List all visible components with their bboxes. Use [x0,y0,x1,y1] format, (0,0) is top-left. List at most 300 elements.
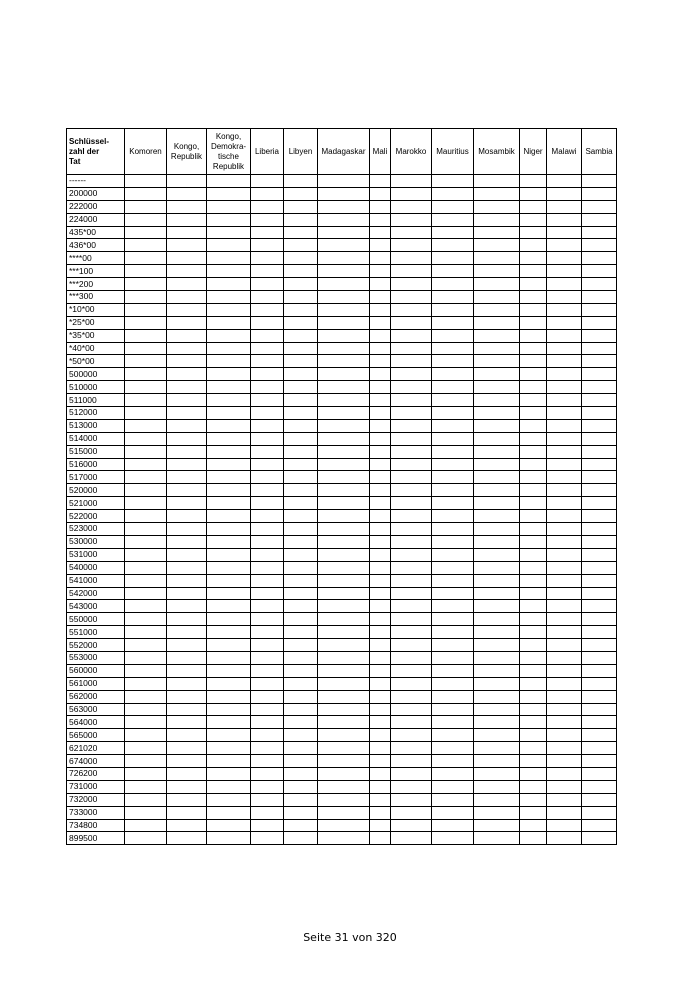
table-cell [251,561,284,574]
table-row [67,832,617,845]
table-cell [125,432,167,445]
table-cell [125,445,167,458]
column-header: Mosambik [474,129,520,175]
table-cell [474,703,520,716]
table-cell [370,355,391,368]
table-cell [251,767,284,780]
table-cell [284,394,318,407]
table-cell [370,368,391,381]
table-cell [284,484,318,497]
table-cell [547,664,582,677]
column-header: Libyen [284,129,318,175]
table-cell [284,445,318,458]
table-cell [391,587,432,600]
table-cell [520,535,547,548]
key-cell: 899500 [67,832,125,845]
table-cell [284,213,318,226]
key-cell: 436*00 [67,239,125,252]
table-cell [520,587,547,600]
table-row [67,561,617,574]
table-row [67,419,617,432]
table-cell [370,175,391,188]
table-cell [284,651,318,664]
table-cell [391,651,432,664]
table-cell [284,278,318,291]
table-cell [474,548,520,561]
table-cell [547,587,582,600]
table-cell [318,175,370,188]
table-cell [520,613,547,626]
table-cell [125,677,167,690]
table-cell [167,806,207,819]
table-cell [391,755,432,768]
key-cell: 565000 [67,729,125,742]
table-cell [474,664,520,677]
table-cell [370,187,391,200]
table-cell [125,316,167,329]
table-row [67,651,617,664]
table-cell [207,574,251,587]
table-cell [520,806,547,819]
key-cell: 561000 [67,677,125,690]
table-cell [547,703,582,716]
table-cell [125,200,167,213]
table-cell [251,355,284,368]
table-cell [520,677,547,690]
table-cell [432,613,474,626]
table-cell [284,316,318,329]
table-cell [474,832,520,845]
table-cell [167,716,207,729]
table-cell [167,187,207,200]
table-cell [207,587,251,600]
table-cell [582,664,617,677]
table-row [67,484,617,497]
table-cell [318,394,370,407]
table-cell [520,729,547,742]
table-cell [284,626,318,639]
table-cell [474,755,520,768]
table-cell [207,819,251,832]
table-cell [370,213,391,226]
table-cell [432,252,474,265]
table-row [67,458,617,471]
table-cell [318,329,370,342]
table-cell [547,626,582,639]
table-cell [474,729,520,742]
table-cell [284,832,318,845]
table-cell [125,690,167,703]
table-cell [318,626,370,639]
table-cell [474,574,520,587]
table-cell [207,187,251,200]
table-cell [474,651,520,664]
table-cell [474,587,520,600]
table-cell [582,278,617,291]
table-cell [582,471,617,484]
table-cell [284,664,318,677]
table-cell [582,342,617,355]
table-cell [125,793,167,806]
table-cell [370,252,391,265]
table-cell [391,239,432,252]
table-cell [432,291,474,304]
table-cell [125,716,167,729]
table-cell [251,213,284,226]
table-cell [207,381,251,394]
table-row [67,716,617,729]
table-cell [318,407,370,420]
table-cell [547,690,582,703]
table-row [67,793,617,806]
table-cell [207,742,251,755]
table-cell [318,548,370,561]
table-cell [370,510,391,523]
table-cell [582,458,617,471]
table-cell [582,651,617,664]
table-cell [207,510,251,523]
table-cell [582,381,617,394]
table-cell [207,445,251,458]
table-cell [251,729,284,742]
table-cell [318,213,370,226]
table-cell [391,291,432,304]
table-cell [207,523,251,536]
table-cell [251,303,284,316]
table-cell [284,523,318,536]
table-cell [125,175,167,188]
table-cell [520,278,547,291]
table-cell [547,419,582,432]
table-cell [125,819,167,832]
table-cell [582,561,617,574]
table-cell [432,806,474,819]
table-cell [432,265,474,278]
table-cell [125,548,167,561]
table-cell [432,587,474,600]
key-cell: 523000 [67,523,125,536]
key-cell: 540000 [67,561,125,574]
table-cell [125,458,167,471]
table-cell [474,639,520,652]
table-row [67,226,617,239]
table-cell [284,716,318,729]
key-cell: 733000 [67,806,125,819]
table-cell [547,767,582,780]
table-cell [125,780,167,793]
table-cell [207,664,251,677]
table-cell [547,677,582,690]
table-cell [582,432,617,445]
table-cell [520,497,547,510]
table-cell [432,419,474,432]
table-cell [547,484,582,497]
table-cell [370,239,391,252]
table-cell [125,626,167,639]
table-cell [251,742,284,755]
table-cell [125,368,167,381]
table-row [67,703,617,716]
table-cell [520,252,547,265]
table-cell [432,832,474,845]
table-cell [432,329,474,342]
table-cell [318,819,370,832]
column-header: Mauritius [432,129,474,175]
table-cell [284,819,318,832]
table-row [67,252,617,265]
table-cell [370,742,391,755]
table-cell [167,548,207,561]
table-cell [474,432,520,445]
table-cell [520,432,547,445]
table-cell [432,368,474,381]
table-cell [582,819,617,832]
table-cell [207,729,251,742]
table-cell [582,729,617,742]
table-cell [370,407,391,420]
table-cell [520,600,547,613]
table-cell [284,574,318,587]
table-cell [432,445,474,458]
table-cell [125,639,167,652]
table-cell [520,767,547,780]
table-cell [125,381,167,394]
table-cell [207,767,251,780]
column-header: Komoren [125,129,167,175]
table-row [67,742,617,755]
table-cell [125,394,167,407]
table-cell [251,819,284,832]
table-cell [520,329,547,342]
table-cell [520,407,547,420]
key-cell: 564000 [67,716,125,729]
table-row [67,780,617,793]
table-cell [547,355,582,368]
table-cell [432,626,474,639]
table-cell [391,716,432,729]
table-cell [547,239,582,252]
table-cell [370,484,391,497]
table-cell [370,677,391,690]
table-cell [318,639,370,652]
table-cell [520,703,547,716]
table-cell [370,664,391,677]
table-cell [391,535,432,548]
table-cell [520,780,547,793]
table-cell [582,716,617,729]
table-cell [370,600,391,613]
table-cell [318,755,370,768]
table-cell [432,303,474,316]
table-cell [207,239,251,252]
table-cell [284,175,318,188]
table-cell [582,832,617,845]
table-cell [167,419,207,432]
table-cell [370,587,391,600]
table-cell [474,239,520,252]
table-cell [582,523,617,536]
table-cell [251,175,284,188]
table-cell [318,703,370,716]
table-cell [125,239,167,252]
table-cell [474,561,520,574]
table-cell [370,278,391,291]
table-row [67,239,617,252]
table-cell [391,600,432,613]
table-cell [125,574,167,587]
table-cell [520,832,547,845]
key-cell: 531000 [67,548,125,561]
table-row [67,316,617,329]
table-cell [547,716,582,729]
table-cell [582,742,617,755]
table-cell [167,471,207,484]
key-cell: 435*00 [67,226,125,239]
table-cell [318,793,370,806]
table-cell [125,265,167,278]
table-cell [370,394,391,407]
table-cell [474,303,520,316]
table-cell [125,600,167,613]
table-cell [284,419,318,432]
table-cell [167,510,207,523]
table-cell [251,407,284,420]
table-cell [391,278,432,291]
table-cell [167,574,207,587]
table-cell [582,187,617,200]
table-cell [582,690,617,703]
table-cell [251,755,284,768]
table-cell [547,574,582,587]
table-cell [370,497,391,510]
table-cell [582,587,617,600]
table-cell [318,510,370,523]
table-cell [207,355,251,368]
table-cell [167,651,207,664]
table-cell [432,819,474,832]
page-number: Seite 31 von 320 [303,931,397,944]
table-cell [167,355,207,368]
table-cell [474,690,520,703]
table-cell [474,458,520,471]
table-cell [391,793,432,806]
table-cell [547,329,582,342]
table-cell [167,832,207,845]
table-cell [284,265,318,278]
table-cell [520,200,547,213]
table-cell [391,613,432,626]
table-cell [432,200,474,213]
table-cell [318,742,370,755]
key-cell: 551000 [67,626,125,639]
table-cell [251,419,284,432]
table-cell [167,600,207,613]
table-cell [318,832,370,845]
table-cell [370,561,391,574]
column-header: Liberia [251,129,284,175]
table-cell [318,716,370,729]
table-cell [582,239,617,252]
table-cell [474,677,520,690]
key-cell: 516000 [67,458,125,471]
table-cell [474,175,520,188]
table-cell [432,548,474,561]
table-cell [391,497,432,510]
table-cell [251,574,284,587]
key-column-header: Schlüssel- zahl der Tat [67,129,125,175]
key-cell: ****00 [67,252,125,265]
table-cell [391,432,432,445]
table-row [67,303,617,316]
table-cell [318,239,370,252]
table-cell [125,303,167,316]
table-cell [474,471,520,484]
table-cell [432,703,474,716]
table-row [67,497,617,510]
table-cell [251,381,284,394]
table-cell [125,806,167,819]
table-cell [251,265,284,278]
table-cell [520,484,547,497]
table-cell [167,329,207,342]
table-cell [582,806,617,819]
table-cell [318,471,370,484]
table-cell [318,587,370,600]
table-cell [547,755,582,768]
table-cell [520,368,547,381]
key-cell: 541000 [67,574,125,587]
key-cell: 674000 [67,755,125,768]
table-row [67,613,617,626]
key-cell: 553000 [67,651,125,664]
table-cell [284,329,318,342]
table-cell [474,252,520,265]
table-cell [207,548,251,561]
table-row [67,368,617,381]
table-cell [391,729,432,742]
table-cell [520,742,547,755]
table-cell [582,677,617,690]
table-cell [432,523,474,536]
column-header: Kongo, Demokra- tische Republik [207,129,251,175]
table-cell [207,329,251,342]
table-row [67,626,617,639]
table-cell [547,265,582,278]
table-row [67,819,617,832]
table-cell [432,432,474,445]
table-cell [370,329,391,342]
table-cell [284,510,318,523]
table-cell [582,497,617,510]
table-cell [251,432,284,445]
table-cell [207,394,251,407]
table-row [67,200,617,213]
table-cell [432,755,474,768]
table-cell [207,626,251,639]
table-cell [370,755,391,768]
table-cell [547,278,582,291]
table-cell [167,767,207,780]
table-cell [318,278,370,291]
table-cell [125,651,167,664]
table-cell [432,471,474,484]
table-cell [207,432,251,445]
table-cell [284,381,318,394]
table-cell [391,703,432,716]
table-cell [284,729,318,742]
table-cell [391,329,432,342]
table-cell [432,226,474,239]
